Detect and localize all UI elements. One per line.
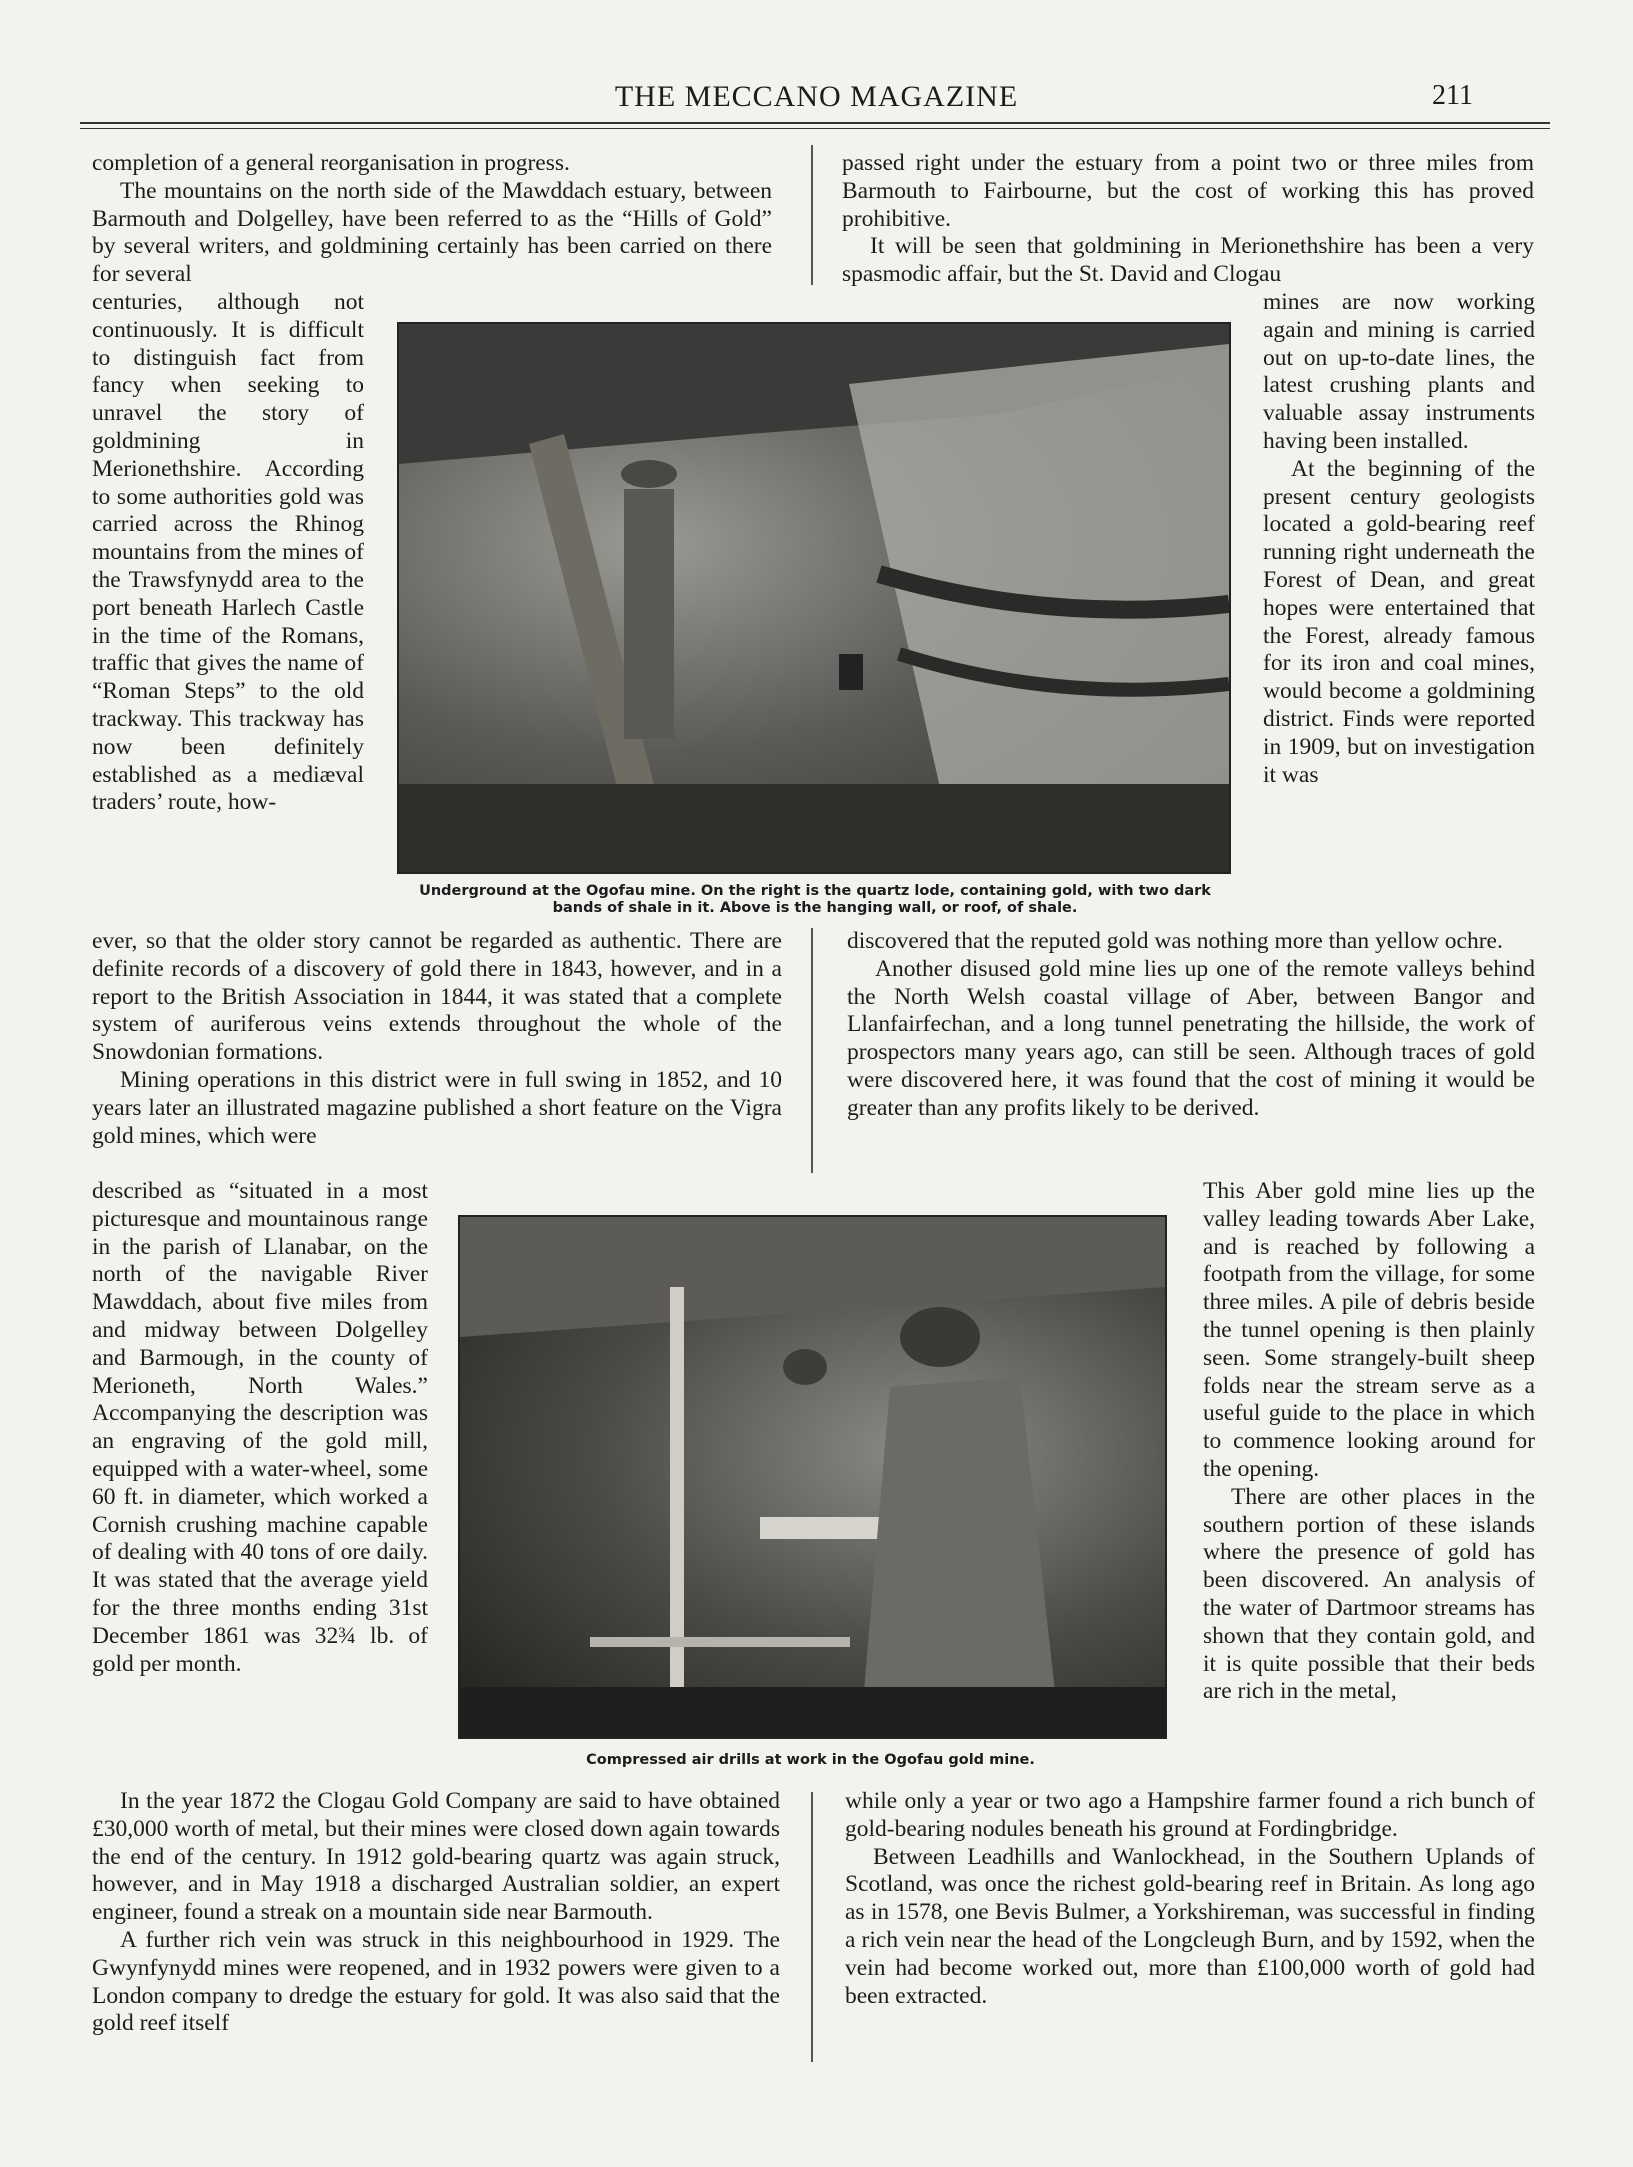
paragraph: Mining operations in this district were in full swing in 1852, and 10 years later an illustrated magazine published a short feature on the Vigra gold mines, which were [92,1066,782,1149]
paragraph: In the year 1872 the Clogau Gold Company are said to have obtained £30,000 worth of metal, but their mines were closed down again towards the end of the century. In 1912 gold-bearing quartz was again struck, however, and in May 1918 a discharged Australian soldier, an expert engineer, found a streak on a mountain side near Barmouth. [92,1788,780,1926]
drill-photo-illustration [460,1217,1165,1737]
article-left-middle [92,928,782,1150]
article-right-bottom [845,1788,1535,2010]
article-right-top [842,150,1534,289]
article-left-narrow-2 [92,1178,428,1678]
article-left-bottom [92,1788,780,2038]
column-divider-middle [811,928,813,1173]
paragraph: described as “situated in a most picturesque and mountainous range in the parish of Llanabar, on the north of the navigable River Mawddach, about five miles from and midway between Dolgelley and Barmough, in the county of Merioneth, North Wales.” Accompanying the description was an engraving of the gold mill, equipped with a water-wheel, some 60 ft. in diameter, which worked a Cornish crushing machine capable of dealing with 40 tons of ore daily. It was stated that the average yield for the three months ending 31st December 1861 was 32¾ lb. of gold per month. [92,1178,428,1677]
mine-photo-illustration [399,324,1229,872]
paragraph: ever, so that the older story cannot be regarded as authentic. There are definite records of a discovery of gold there in 1843, however, and in a report to the British Association in 1844, it was stated that a complete system of auriferous veins extends throughout the whole of the Snowdonian formations. [92,928,782,1066]
article-right-narrow-1 [1263,289,1535,789]
article-right-middle [847,928,1535,1123]
article-right-narrow-2 [1203,1178,1535,1706]
photo-ogofau-underground [397,322,1231,874]
paragraph: This Aber gold mine lies up the valley leading towards Aber Lake, and is reached by following a footpath from the village, for some three miles. A pile of debris beside the tunnel opening is then plainly seen. Some strangely-built sheep folds near the stream serve as a useful guide to the place in which to commence looking around for the opening. [1203,1178,1535,1482]
paragraph: Another disused gold mine lies up one of the remote valleys behind the North Welsh coastal village of Aber, between Bangor and Llanfairfechan, and a long tunnel penetrating the hillside, the work of prospectors many years ago, can still be seen. Although traces of gold were discovered here, it was found that the cost of mining it would be greater than any profits likely to be derived. [847,955,1535,1121]
column-divider-top [811,145,813,285]
caption-top-figure: Underground at the Ogofau mine. On the right is the quartz lode, containing gold, with two dark bands of shale in it. Above is the hanging wall, or roof, of shale. [419,883,1211,916]
paragraph: while only a year or two ago a Hampshire farmer found a rich bunch of gold-bearing nodules beneath his ground at Fordingbridge. [845,1788,1535,1842]
photo-compressed-air-drills [458,1215,1167,1739]
article-left-top [92,150,772,289]
paragraph: completion of a general reorganisation in progress. [92,150,570,176]
paragraph: There are other places in the southern portion of these islands where the presence of gold has been discovered. An analysis of the water of Dartmoor streams has shown that they contain gold, and it is quite possible that their beds are rich in the metal, [1203,1483,1535,1705]
magazine-title: THE MECCANO MAGAZINE [614,80,1019,113]
article-left-narrow-1 [92,289,364,817]
header-rule-thin [80,128,1550,129]
caption-bottom-figure: Compressed air drills at work in the Ogofau gold mine. [586,1752,1035,1768]
page-number: 211 [1432,80,1473,111]
paragraph: Between Leadhills and Wanlockhead, in the Southern Uplands of Scotland, was once the richest gold-bearing reef in Britain. As long ago as in 1578, one Bevis Bulmer, a Yorkshireman, was successful in finding a rich vein near the head of the Longcleugh Burn, and by 1592, when the vein had become worked out, more than £100,000 worth of gold had been extracted. [845,1843,1535,2009]
paragraph: It will be seen that goldmining in Merionethshire has been a very spasmodic affair, but the St. David and Clogau [842,233,1534,288]
header-rule [80,122,1550,124]
paragraph: A further rich vein was struck in this neighbourhood in 1929. The Gwynfynydd mines were reopened, and in 1932 powers were given to a London company to dredge the estuary for gold. It was also said that the gold reef itself [92,1926,780,2037]
paragraph: At the beginning of the present century geologists located a gold-bearing reef running right underneath the Forest of Dean, and great hopes were entertained that the Forest, already famous for its iron and coal mines, would become a goldmining district. Finds were reported in 1909, but on investigation it was [1263,455,1535,788]
paragraph: centuries, although not continuously. It is difficult to distinguish fact from fancy when seeking to unravel the story of goldmining in Merionethshire. According to some authorities gold was carried across the Rhinog mountains from the mines of the Trawsfynydd area to the port beneath Harlech Castle in the time of the Romans, traffic that gives the name of “Roman Steps” to the old trackway. This trackway has now been definitely established as a mediæval traders’ route, how- [92,289,364,816]
paragraph: The mountains on the north side of the Mawddach estuary, between Barmouth and Dolgelley, have been referred to as the “Hills of Gold” by several writers, and goldmining certainly has been carried on there for several [92,177,772,288]
column-divider-bottom [811,1792,813,2062]
paragraph: discovered that the reputed gold was nothing more than yellow ochre. [847,928,1503,954]
paragraph: passed right under the estuary from a point two or three miles from Barmouth to Fairbourne, but the cost of working this has proved prohibitive. [842,150,1534,232]
paragraph: mines are now working again and mining is carried out on up-to-date lines, the latest crushing plants and valuable assay instruments having been installed. [1263,289,1535,454]
